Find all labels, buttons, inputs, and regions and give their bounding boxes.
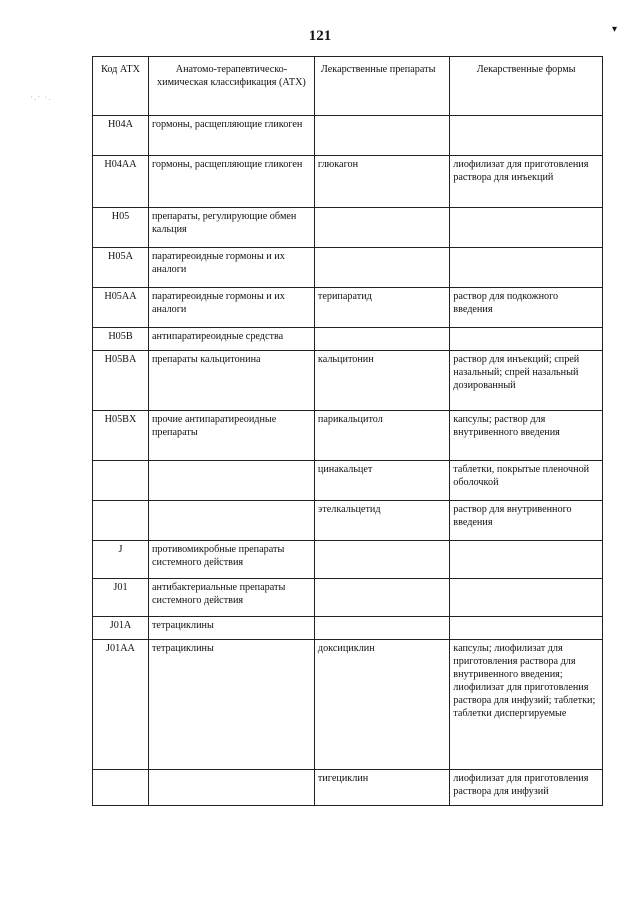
table-row xyxy=(93,248,603,288)
cell-forms xyxy=(450,208,603,248)
header-classification: Анатомо-терапевтическо-химическая классификация (АТХ) xyxy=(148,57,314,116)
cell-drug: кальцитонин xyxy=(314,351,449,411)
cell-forms xyxy=(450,617,603,640)
cell-classification: гормоны, расщепляющие гликоген xyxy=(148,116,314,156)
table-row xyxy=(93,328,603,351)
cell-forms: капсулы; лиофилизат для приготовления раствора для внутривенного введения; лиофилизат для приготовления раствора для инфузий; таблетки; таблетки диспергируемые xyxy=(450,640,603,770)
page-number: 121 xyxy=(308,28,332,44)
cell-classification: паратиреоидные гормоны и их аналоги xyxy=(148,248,314,288)
cell-drug: тигециклин xyxy=(314,770,449,806)
table-row xyxy=(93,541,603,579)
table-body xyxy=(93,116,603,806)
table-row xyxy=(93,411,603,461)
cell-code: H05BX xyxy=(93,411,149,461)
cell-code: J01AA xyxy=(93,640,149,770)
cell-forms: лиофилизат для приготовления раствора для инфузий xyxy=(450,770,603,806)
table-row xyxy=(93,640,603,770)
cell-classification: антибактериальные препараты системного действия xyxy=(148,579,314,617)
cell-drug: глюкагон xyxy=(314,156,449,208)
cell-code: H05B xyxy=(93,328,149,351)
cell-code: H05BA xyxy=(93,351,149,411)
cell-forms: таблетки, покрытые пленочной оболочкой xyxy=(450,461,603,501)
cell-forms: раствор для внутривенного введения xyxy=(450,501,603,541)
cell-forms: раствор для подкожного введения xyxy=(450,288,603,328)
cell-classification xyxy=(148,461,314,501)
cell-forms xyxy=(450,248,603,288)
cell-classification: антипаратиреоидные средства xyxy=(148,328,314,351)
cell-drug xyxy=(314,208,449,248)
table-row xyxy=(93,617,603,640)
cell-code: J01A xyxy=(93,617,149,640)
scan-speck: ·.· ·. xyxy=(30,92,52,102)
table-row xyxy=(93,461,603,501)
cell-drug: доксициклин xyxy=(314,640,449,770)
header-code: Код АТХ xyxy=(93,57,149,116)
header-drugs: Лекарственные препараты xyxy=(314,57,449,116)
cell-code xyxy=(93,770,149,806)
table-row xyxy=(93,501,603,541)
cell-forms xyxy=(450,116,603,156)
cell-drug xyxy=(314,541,449,579)
cell-code xyxy=(93,501,149,541)
cell-classification xyxy=(148,770,314,806)
cell-code: H04A xyxy=(93,116,149,156)
cell-classification: противомикробные препараты системного действия xyxy=(148,541,314,579)
cell-drug xyxy=(314,116,449,156)
cell-drug xyxy=(314,579,449,617)
cell-forms xyxy=(450,579,603,617)
cell-code: J01 xyxy=(93,579,149,617)
atc-drug-table xyxy=(92,56,603,806)
cell-code: H05A xyxy=(93,248,149,288)
cell-classification: тетрациклины xyxy=(148,640,314,770)
cell-classification: препараты кальцитонина xyxy=(148,351,314,411)
cell-forms: лиофилизат для приготовления раствора для инъекций xyxy=(450,156,603,208)
table-row xyxy=(93,156,603,208)
cell-drug: парикальцитол xyxy=(314,411,449,461)
cell-forms: капсулы; раствор для внутривенного введения xyxy=(450,411,603,461)
cell-drug: этелкальцетид xyxy=(314,501,449,541)
cell-classification: тетрациклины xyxy=(148,617,314,640)
table-header-row xyxy=(93,57,603,116)
cell-code: H05AA xyxy=(93,288,149,328)
cell-forms xyxy=(450,541,603,579)
corner-mark: ▾ xyxy=(612,24,618,35)
cell-drug: терипаратид xyxy=(314,288,449,328)
table-row xyxy=(93,770,603,806)
cell-forms: раствор для инъекций; спрей назальный; спрей назальный дозированный xyxy=(450,351,603,411)
cell-drug xyxy=(314,328,449,351)
cell-classification: препараты, регулирующие обмен кальция xyxy=(148,208,314,248)
table-row xyxy=(93,116,603,156)
table-row xyxy=(93,208,603,248)
table-row xyxy=(93,351,603,411)
cell-code: H04AA xyxy=(93,156,149,208)
cell-classification: гормоны, расщепляющие гликоген xyxy=(148,156,314,208)
cell-drug xyxy=(314,617,449,640)
cell-classification: прочие антипаратиреоидные препараты xyxy=(148,411,314,461)
cell-drug xyxy=(314,248,449,288)
table-row xyxy=(93,579,603,617)
cell-code: J xyxy=(93,541,149,579)
header-forms: Лекарственные формы xyxy=(450,57,603,116)
cell-code: H05 xyxy=(93,208,149,248)
cell-code xyxy=(93,461,149,501)
table-row xyxy=(93,288,603,328)
cell-forms xyxy=(450,328,603,351)
cell-classification xyxy=(148,501,314,541)
cell-classification: паратиреоидные гормоны и их аналоги xyxy=(148,288,314,328)
cell-drug: цинакальцет xyxy=(314,461,449,501)
